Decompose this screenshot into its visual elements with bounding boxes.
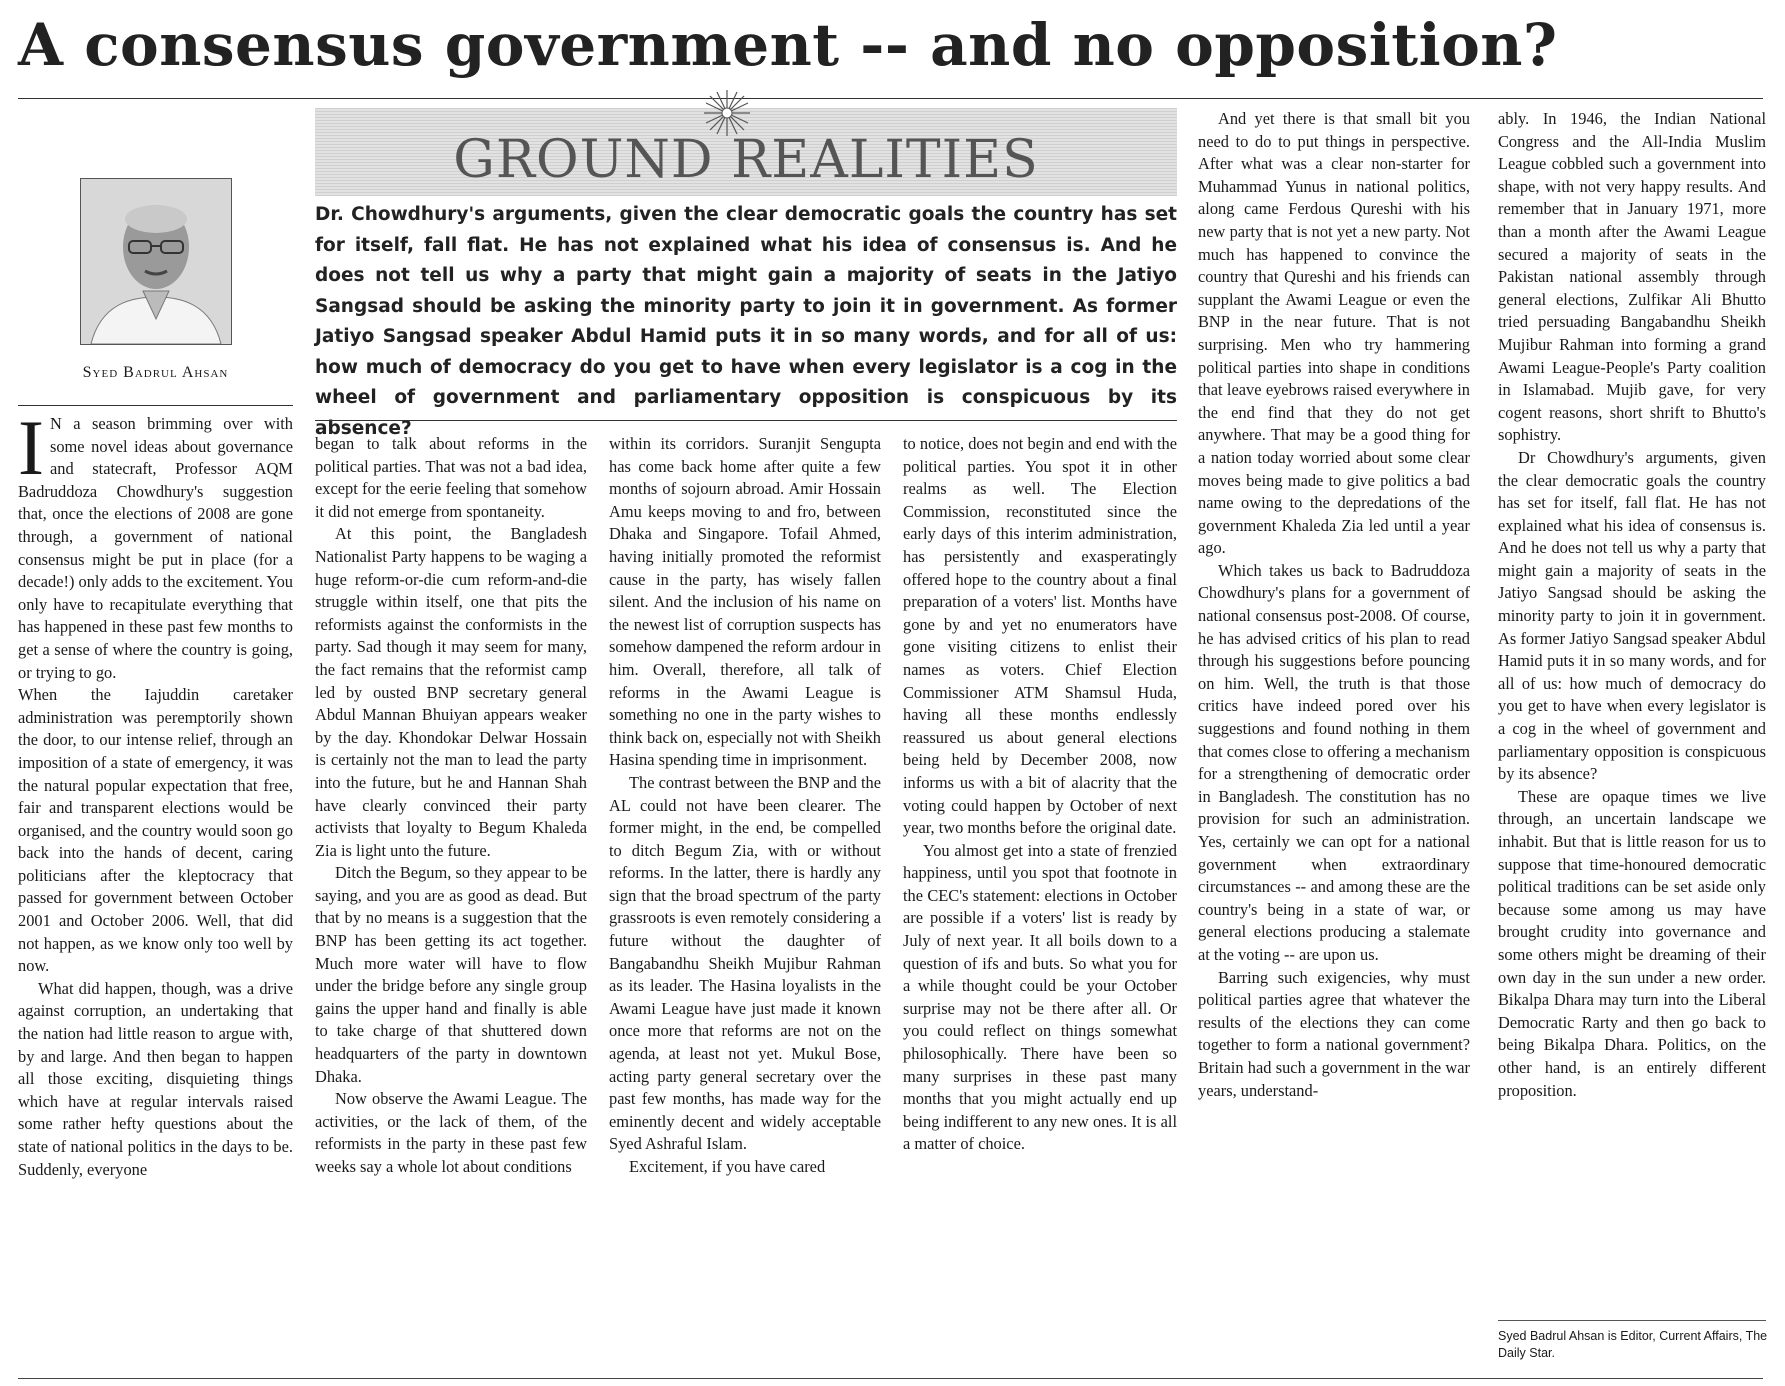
standfirst-rule: [315, 420, 1177, 421]
article-column-2: [315, 433, 587, 1179]
author-bio: Syed Badrul Ahsan is Editor, Current Affairs, The Daily Star.: [1498, 1329, 1768, 1360]
paragraph: ably. In 1946, the Indian National Congress and the All-India Muslim League cobbled such a government into shape, with not very happy results. And remember that in January 1971, more than a month after the Awami League secured a majority of seats in the Pakistan national assembly through general elections, Zulfikar Ali Bhutto tried persuading Bangabandhu Sheikh Mujibur Rahman into forming a grand Awami League-People's Party coalition in Islamabad. Mujib gave, for very cogent reasons, short shrift to Bhutto's sophistry.: [1498, 109, 1766, 445]
bottom-rule: [18, 1378, 1763, 1379]
paragraph: What did happen, though, was a drive against corruption, an undertaking that the nation had little reason to argue with, by and large. And then began to happen all those exciting, disquieting things which have at regular intervals raised some rather hefty questions about the state of national politics in the days to be. Suddenly, everyone: [18, 978, 293, 1179]
paragraph: began to talk about reforms in the political parties. That was not a bad idea, except for the eerie feeling that somehow it did not emerge from spontaneity.: [315, 434, 587, 521]
byline-rule: [18, 405, 293, 406]
paragraph: These are opaque times we live through, an uncertain landscape we inhabit. But that is little reason for us to suppose that time-honoured democratic political traditions can be set aside only because some among us may have brought crudity into governance and some others might be dreaming of their own day in the sun under a new order. Bikalpa Dhara may turn into the Liberal Democratic Rarty and then go back to being Bikalpa Dhara. Politics, on the other hand, is an entirely different proposition.: [1498, 786, 1766, 1100]
paragraph: Now observe the Awami League. The activities, or the lack of them, of the reformists in the party in these past few weeks say a whole lot about conditions: [315, 1089, 587, 1176]
top-rule: [18, 98, 1763, 99]
byline-box: [18, 108, 293, 408]
paragraph: Which takes us back to Badruddoza Chowdhury's plans for a government of national consensus post-2008. Of course, he has advised critics of his plan to read through his suggestions before pouncing on him. Well, the truth is that those critics have indeed pored over his suggestions and found nothing in them that comes close to offering a mechanism for a strengthening of democratic order in Bangladesh. The constitution has no provision for such an administration. Yes, certainly we can opt for a national government when extraordinary circumstances -- and among these are the country's being in a state of war, or general elections producing a stalemate at the voting -- are upon us.: [1198, 560, 1470, 964]
paragraph: When the Iajuddin caretaker administration was peremptorily shown the door, to our intense relief, through an imposition of a state of emergency, it was the natural popular expectation that free, fair and transparent elections would be organised, and the country would soon go back into the hands of decent, caring politicians after the kleptocracy that passed for government between October 2001 and October 2006. Well, that did not happen, as we know only too well by now.: [18, 685, 293, 976]
standfirst: Dr. Chowdhury's arguments, given the clear democratic goals the country has set for itself, fall flat. He has not explained what his idea of consensus is. And he does not tell us why a party that might gain a majority of seats in the Jatiyo Sangsad should be asking the minority party to join it in government. As former Jatiyo Sangsad speaker Abdul Hamid puts it in so many words, and for all of us: how much of democracy do you get to have when every legislator is a cog in the wheel of government and parliamentary opposition is conspicuous by its absence?: [315, 204, 1177, 439]
headline: A consensus government -- and no opposition?: [18, 11, 1558, 79]
author-photo: [80, 178, 232, 345]
article-column-5: [1198, 108, 1470, 1102]
paragraph: Ditch the Begum, so they appear to be saying, and you are as good as dead. But that by no means is a suggestion that the BNP has been getting its act together. Much more water will have to flow under the bridge before any single group gains the upper hand and finally is able to take charge of that shuttered down headquarters of the party in downtown Dhaka.: [315, 863, 587, 1086]
column-title: GROUND REALITIES: [453, 130, 1039, 190]
article-column-1: [18, 404, 293, 1181]
paragraph: At this point, the Bangladesh Nationalist Party happens to be waging a huge reform-or-die cum reform-and-die struggle within itself, one that pits the reformists against the conformists in the party. Sad though it may seem for many, the fact remains that the reformist camp led by ousted BNP secretary general Abdul Mannan Bhuiyan appears weaker by the day. Khondokar Delwar Hossain is certainly not the man to lead the party into the future, but he and Hannan Shah have clearly convinced their party activists that loyalty to Begum Khaleda Zia is light unto the future.: [315, 524, 587, 860]
paragraph: to notice, does not begin and end with the political parties. You spot it in other realms as well. The Election Commission, reconstituted since the early days of this interim administration, has persistently and exasperatingly offered hope to the country about a final preparation of a voters' list. Months have gone by and yet no enumerators have gone visiting citizens to enlist their names as voters. Chief Election Commissioner ATM Shamsul Huda, having all these months endlessly reassured us about general elections being held by December 2008, now informs us with a bit of alacrity that the voting could happen by October of next year, two months before the original date.: [903, 434, 1177, 838]
paragraph: The contrast between the BNP and the AL could not have been clearer. The former might, in the end, be compelled to ditch Begum Zia, with or without reforms. In the latter, there is hardly any sign that the broad spectrum of the party grassroots is even remotely considering a future without the daughter of Bangabandhu Sheikh Mujibur Rahman as its leader. The Hasina loyalists in the Awami League have just made it known once more that reforms are not on the agenda, at least not yet. Mukul Bose, acting party general secretary over the past few months, has made way for the eminently decent and widely acceptable Syed Ashraful Islam.: [609, 772, 881, 1154]
paragraph: Dr Chowdhury's arguments, given the clear democratic goals the country has set for itself, fall flat. He has not explained what his idea of consensus is. And he does not tell us why a party that might gain a majority of seats in the Jatiyo Sangsad should be asking the minority party to join it in government. As former Jatiyo Sangsad speaker Abdul Hamid puts it in so many words, and for all of us: how much of democracy do you get to have when every legislator is a cog in the wheel of government and parliamentary opposition is conspicuous by its absence?: [1498, 447, 1766, 784]
article-column-4: [903, 433, 1177, 1156]
paragraph: Excitement, if you have cared: [629, 1157, 826, 1176]
author-portrait-icon: [81, 179, 231, 344]
paragraph: And yet there is that small bit you need to do to put things in perspective. After what was a clear non-starter for Muhammad Yunus in national politics, along came Ferdous Qureshi with his new party that is not yet a new party. Not much has happened to convince the country that Qureshi and his friends can supplant the Awami League or even the BNP in the near future. That is not surprising. Men who try hammering political parties into shape in conditions that leave eyebrows raised everywhere in the end find that they do not get anywhere. That may be a good thing for a nation today worried about some clear moves being made to give politics a bad name owing to the depredations of the government Khaleda Zia led until a year ago.: [1198, 109, 1470, 558]
article-column-6: [1498, 108, 1766, 1102]
paragraph: N a season brimming over with some novel ideas about governance and statecraft, Professor AQM Badruddoza Chowdhury's suggestion that, once the elections of 2008 are gone through, a government of national consensus might be put in place (for a decade!) only adds to the excitement. You only have to recapitulate everything that has happened in these past few months to get a sense of where the country is going, or trying to go.: [18, 414, 293, 682]
drop-cap: I: [18, 404, 44, 491]
paragraph: You almost get into a state of frenzied happiness, until you spot that footnote in the CEC's statement: elections in October are possible if a voters' list is ready by July of next year. It all boils down to a question of ifs and buts. So what you for a while thought could be your October surprise may not be there after all. Or you could reflect on things somewhat philosophically. There have been so many surprises in these past many months that you might actually end up being indifferent to any new ones. It is all a matter of choice.: [903, 840, 1177, 1154]
star-burst-icon: [702, 88, 752, 138]
article-column-3: [609, 433, 881, 1179]
bio-rule: [1498, 1320, 1766, 1321]
paragraph: Barring such exigencies, why must political parties agree that whatever the results of the elections they can come together to form a national government? Britain had such a government in the war years, understand-: [1198, 967, 1470, 1100]
author-name: Syed Badrul Ahsan: [82, 364, 229, 381]
paragraph: within its corridors. Suranjit Sengupta has come back home after quite a few months of sojourn abroad. Amir Hossain Amu keeps moving to and fro, between Dhaka and Singapore. Tofail Ahmed, having initially promoted the reformist cause in the party, has wisely fallen silent. And the inclusion of his name on the newest list of corruption suspects has somehow dampened the reform ardour in him. Overall, therefore, all talk of reforms in the Awami League is something no one in the party wishes to think back on, especially not with Sheikh Hasina spending time in imprisonment.: [609, 434, 881, 770]
